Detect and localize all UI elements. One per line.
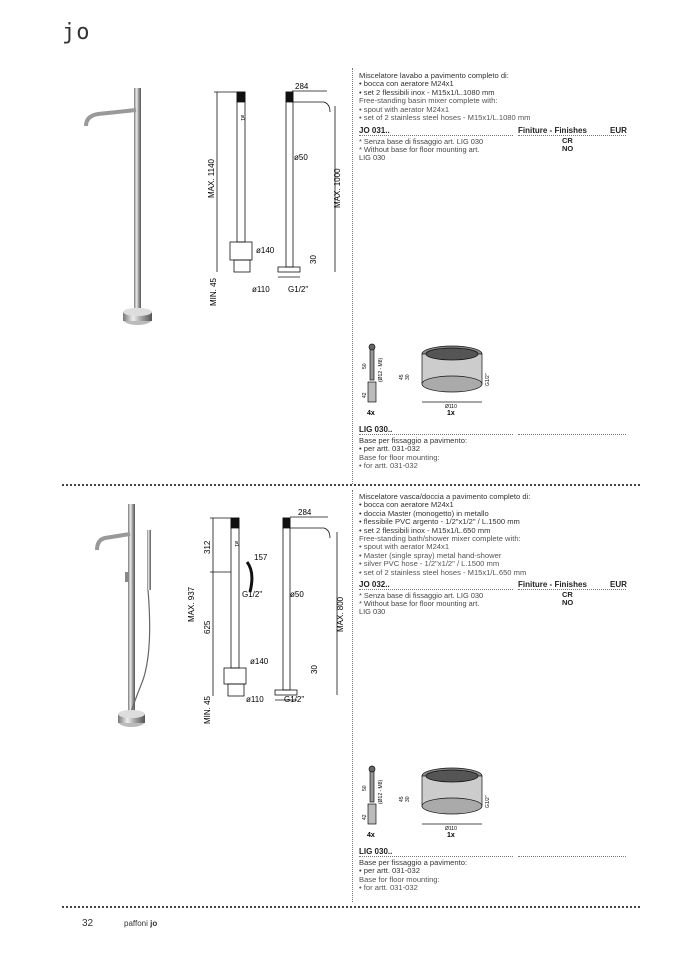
footer-brand — [124, 919, 157, 928]
desc-list-en — [359, 106, 609, 123]
desc-title-it: Miscelatore vasca/doccia a pavimento completo di: — [359, 492, 531, 501]
base-list-en — [359, 462, 509, 470]
base-description-1 — [359, 437, 509, 471]
column-divider-1 — [352, 68, 353, 484]
desc-item: • set 2 flessibili inox - M15x1/L.1080 mm — [359, 89, 609, 97]
finish-no: NO — [562, 598, 574, 607]
dim-pipe-1: ø50 — [294, 153, 308, 162]
footer-divider — [62, 906, 640, 908]
note-en: * Without base for floor mounting art. — [359, 599, 480, 609]
note-en-2: LIG 030 — [359, 607, 386, 617]
product-code: JO 032.. — [359, 580, 390, 589]
product-image-jo031 — [78, 80, 178, 335]
desc-list-it — [359, 501, 609, 535]
note-en-2: LIG 030 — [359, 153, 386, 163]
base-item: • for artt. 031-032 — [359, 462, 509, 470]
dim-min-2: MIN. 45 — [203, 695, 212, 724]
base-title-en: Base for floor mounting: — [359, 452, 440, 462]
desc-item: • set of 2 stainless steel hoses - M15x1/L.1080 mm — [359, 114, 609, 122]
base-item: • for artt. 031-032 — [359, 884, 509, 892]
finishes-label: Finiture - Finishes — [518, 126, 587, 135]
code-underline — [359, 135, 513, 136]
desc-title-en: Free-standing bath/shower mixer complete with: — [359, 534, 521, 544]
product-image-jo032 — [95, 500, 180, 730]
base-code-underline — [359, 856, 513, 857]
desc-item: • bocca con aeratore M24x1 — [359, 501, 609, 509]
base-dim-g: G1/2" — [485, 795, 491, 808]
desc-item: • doccia Master (monogetto) in metallo — [359, 510, 609, 518]
desc-item: • set 2 flessibili inox - M15x1/L.650 mm — [359, 527, 609, 535]
finish-values — [562, 137, 573, 153]
dim-top-2: ø1 — [233, 541, 239, 547]
base-drawing-lig030-2 — [355, 762, 515, 842]
desc-item: • spout with aerator M24x1 — [359, 543, 609, 551]
base-item: • per artt. 031-032 — [359, 867, 509, 875]
note-jo031 — [359, 138, 504, 163]
base-list-en — [359, 884, 509, 892]
base-code-underline — [359, 434, 513, 435]
finish-cr: CR — [562, 136, 573, 145]
dim-min-1: MIN. 45 — [209, 277, 218, 306]
qty-bolts: 4x — [367, 832, 375, 839]
dim-conn-1: G1/2" — [288, 285, 309, 294]
dim-width-2: 284 — [298, 508, 312, 517]
base-dim-b: (Ø12 - M8) — [378, 357, 384, 382]
code-underline — [359, 589, 513, 590]
dim-offset-2: 30 — [310, 665, 319, 674]
desc-title-it: Miscelatore lavabo a pavimento completo di: — [359, 71, 509, 80]
base-item: • per artt. 031-032 — [359, 445, 509, 453]
technical-drawing-jo031 — [200, 78, 350, 308]
note-it: * Senza base di fissaggio art. LIG 030 — [359, 137, 484, 146]
dim-pipe-2: ø50 — [290, 590, 304, 599]
base-code: LIG 030.. — [359, 425, 393, 434]
note-it: * Senza base di fissaggio art. LIG 030 — [359, 591, 484, 600]
base-code: LIG 030.. — [359, 847, 393, 856]
finish-values — [562, 591, 573, 607]
eur-label: EUR — [610, 580, 627, 589]
base-dim-f: Ø110 — [445, 826, 457, 832]
base-finishes-underline — [518, 856, 626, 857]
dim-conn-shower-2: G1/2" — [242, 590, 263, 599]
product-code: JO 031.. — [359, 126, 390, 135]
finish-cr: CR — [562, 590, 573, 599]
qty-base: 1x — [447, 832, 455, 839]
desc-item: • spout with aerator M24x1 — [359, 106, 609, 114]
page-number: 32 — [82, 918, 94, 929]
desc-item: • set of 2 stainless steel hoses - M15x1/L.650 mm — [359, 569, 609, 577]
base-dim-c: 42 — [362, 392, 368, 398]
base-dim-d: 45 — [399, 796, 405, 802]
base-title-it: Base per fissaggio a pavimento: — [359, 436, 468, 445]
dim-foot-1: ø110 — [252, 285, 270, 294]
dim-top-1: ø1 — [239, 115, 245, 121]
note-jo032 — [359, 592, 504, 617]
dim-base-1: ø140 — [256, 246, 275, 255]
description-jo032 — [359, 493, 609, 577]
base-dim-a: 50 — [362, 363, 368, 369]
base-description-2 — [359, 859, 509, 893]
desc-list-en — [359, 543, 609, 577]
base-title-en: Base for floor mounting: — [359, 874, 440, 884]
base-dim-b: (Ø12 - M8) — [378, 779, 384, 804]
qty-base: 1x — [447, 410, 455, 417]
dim-foot-2: ø110 — [246, 695, 264, 704]
column-divider-2 — [352, 490, 353, 902]
footer-series: jo — [150, 919, 158, 928]
dim-max-inner-2: MAX. 800 — [336, 596, 345, 632]
description-jo031 — [359, 72, 609, 122]
base-dim-d: 45 — [399, 374, 405, 380]
dim-upper-2: 312 — [203, 540, 212, 554]
base-dim-f: Ø110 — [445, 404, 457, 410]
base-dim-g: G1/2" — [485, 373, 491, 386]
base-drawing-lig030-1 — [355, 340, 515, 420]
finish-no: NO — [562, 144, 574, 153]
footer-brand-name: paffoni — [124, 919, 148, 928]
section-divider — [62, 484, 640, 486]
note-en: * Without base for floor mounting art. — [359, 145, 480, 155]
dim-max-height-1: MAX. 1140 — [207, 159, 216, 198]
base-title-it: Base per fissaggio a pavimento: — [359, 858, 468, 867]
base-finishes-underline — [518, 434, 626, 435]
dim-max-height-2: MAX. 937 — [187, 586, 196, 622]
base-dim-e: 30 — [405, 374, 411, 380]
dim-offset-1: 30 — [309, 255, 318, 264]
desc-title-en: Free-standing basin mixer complete with: — [359, 96, 498, 106]
desc-item: • Master (single spray) metal hand-shower — [359, 552, 609, 560]
base-dim-c: 42 — [362, 814, 368, 820]
technical-drawing-jo032 — [180, 502, 350, 737]
dim-max-inner-1: MAX. 1000 — [333, 168, 342, 208]
dim-lower-2: 625 — [203, 620, 212, 634]
base-dim-e: 30 — [405, 796, 411, 802]
finishes-label: Finiture - Finishes — [518, 580, 587, 589]
qty-bolts: 4x — [367, 410, 375, 417]
eur-label: EUR — [610, 126, 627, 135]
brand-title: jo — [62, 20, 91, 45]
desc-item: • silver PVC hose - 1/2"x1/2" / L.1500 mm — [359, 560, 609, 568]
dim-shower-2: 157 — [254, 553, 268, 562]
desc-list-it — [359, 80, 609, 97]
desc-item: • bocca con aeratore M24x1 — [359, 80, 609, 88]
dim-base-2: ø140 — [250, 657, 269, 666]
desc-item: • flessibile PVC argento - 1/2"x1/2" / L.1500 mm — [359, 518, 609, 526]
base-dim-a: 50 — [362, 785, 368, 791]
dim-width-1: 284 — [295, 82, 309, 91]
dim-conn-2: G1/2" — [284, 695, 305, 704]
